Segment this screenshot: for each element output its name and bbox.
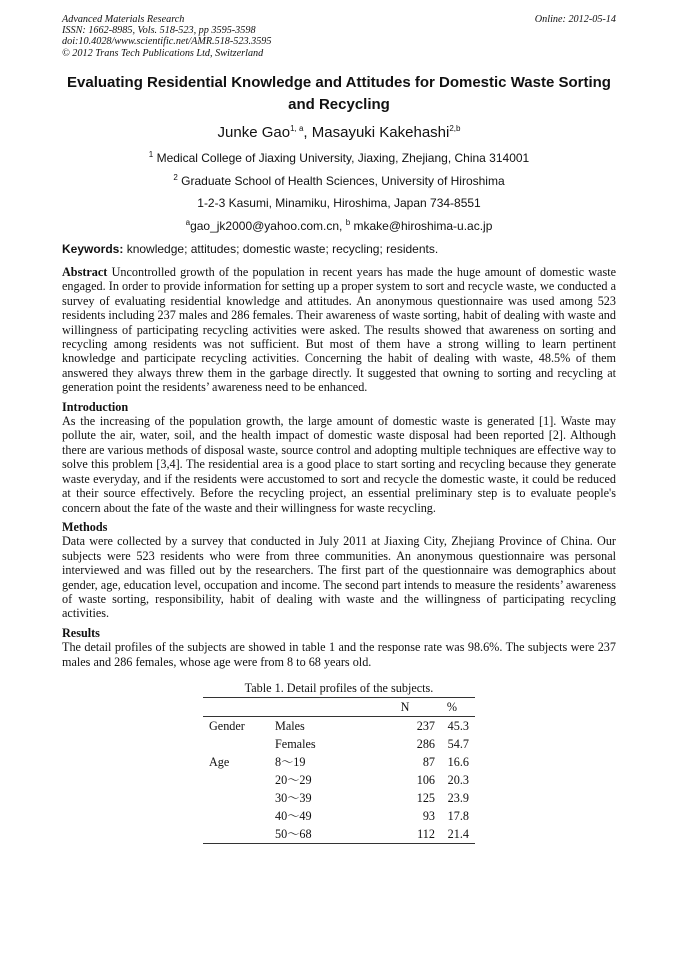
- emails: [62, 218, 616, 233]
- table-cell: [203, 735, 275, 753]
- table-cell: 23.9: [447, 791, 469, 806]
- paper-title: Evaluating Residential Knowledge and Attitudes for Domestic Waste Sorting and Recycling: [67, 74, 611, 113]
- table-row: [203, 789, 475, 807]
- table-cell: Females: [275, 737, 316, 752]
- table-cell: 237: [416, 719, 435, 734]
- table-cell: 40～49: [275, 809, 312, 824]
- table-cell: Gender: [209, 719, 245, 734]
- header-cell: [275, 698, 355, 717]
- header-cell: N: [400, 700, 410, 715]
- affiliation: [62, 150, 616, 165]
- journal-header: [62, 14, 271, 59]
- table-cell: 54.7: [447, 737, 469, 752]
- table-cell: 17.8: [447, 809, 469, 824]
- author-sup: 2,b: [449, 124, 461, 133]
- abstract-text: Uncontrolled growth of the population in recent years has made the huge amount of domestic waste engaged. In order to provide information for setting up a proper system to sort and recycle waste, we conducted a survey of evaluating residential knowledge and attitudes. An anonymous questionnaire was used among 523 residents including 237 males and 286 females. Their awareness of waste sorting, habit of dealing with waste and willingness of participating recycling activities were asked. The results showed that awareness on sorting and recycling among residents was not sufficient. But most of them have a strong willing to learn pertinent knowledge and participate recycling activities. Concerning the habit of dealing with waste, 48.5% of them answered they always threw them in the garbage directly. It suggested that owning to sorting and recycling at generation point the residents’ awareness need to be enhanced.: [62, 265, 616, 395]
- table-caption: Table 1. Detail profiles of the subjects.: [244, 680, 434, 695]
- table-cell: 30～39: [275, 791, 312, 806]
- table-row: [203, 753, 475, 771]
- table-cell: 16.6: [447, 755, 469, 770]
- email-sup: b: [345, 218, 351, 227]
- journal-name: Advanced Materials Research: [62, 14, 185, 25]
- author-name: Masayuki Kakehashi: [311, 124, 450, 141]
- header-cell: %: [446, 700, 458, 715]
- abstract-label: Abstract: [62, 265, 108, 279]
- aff-text: Medical College of Jiaxing University, Jiaxing, Zhejiang, China 314001: [153, 151, 530, 165]
- author-name: Junke Gao: [217, 124, 291, 141]
- table-cell: 87: [422, 755, 435, 770]
- email-sup: a: [185, 218, 191, 227]
- table-cell: 112: [417, 827, 435, 842]
- profile-table: [203, 697, 475, 844]
- table-cell: 20.3: [447, 773, 469, 788]
- table-cell: 45.3: [447, 719, 469, 734]
- aff-text: Graduate School of Health Sciences, University of Hiroshima: [177, 174, 505, 188]
- table-cell: Age: [209, 755, 230, 770]
- affiliation: [62, 173, 616, 188]
- copyright: © 2012 Trans Tech Publications Ltd, Switzerland: [62, 47, 264, 59]
- table-cell: [203, 807, 275, 825]
- table-row: [203, 717, 475, 736]
- table-row: [203, 825, 475, 844]
- header-cell: [203, 698, 275, 717]
- table-cell: 50～68: [275, 827, 312, 842]
- keywords-label: Keywords:: [62, 242, 124, 256]
- table-cell: [203, 771, 275, 789]
- table-cell: 286: [416, 737, 435, 752]
- section-text: The detail profiles of the subjects are showed in table 1 and the response rate was 98.6%. The subjects were 237 males and 286 females, whose age were from 8 to 68 years old.: [62, 640, 616, 669]
- table-row: [203, 735, 475, 753]
- table-row: [203, 771, 475, 789]
- table-cell: 21.4: [447, 827, 469, 842]
- email-b[interactable]: mkake@hiroshima-u.ac.jp: [350, 219, 493, 233]
- author-separator: ,: [303, 124, 312, 141]
- aff-text: 1-2-3 Kasumi, Minamiku, Hiroshima, Japan 734-8551: [197, 196, 481, 210]
- table-cell: 125: [416, 791, 435, 806]
- section-heading: Results: [62, 625, 100, 640]
- section-heading: Methods: [62, 519, 108, 534]
- table-cell: 106: [416, 773, 435, 788]
- email-a[interactable]: gao_jk2000@yahoo.com.cn,: [190, 219, 346, 233]
- doi: doi:10.4028/www.scientific.net/AMR.518-523.3595: [62, 36, 272, 48]
- keywords-text: knowledge; attitudes; domestic waste; recycling; residents.: [123, 242, 439, 256]
- keywords: [62, 242, 438, 256]
- paper-body: [62, 265, 616, 844]
- table-cell: 8～19: [275, 755, 306, 770]
- abstract: [62, 265, 616, 395]
- affiliation: [62, 196, 616, 210]
- author-sup: 1, a: [290, 124, 304, 133]
- authors: [62, 124, 616, 141]
- aff-sup: 1: [148, 150, 154, 159]
- table-row: [203, 807, 475, 825]
- table-cell: 20～29: [275, 773, 312, 788]
- table-cell: Males: [275, 719, 305, 734]
- aff-sup: 2: [173, 173, 178, 182]
- table-cell: 93: [422, 809, 435, 824]
- online-date: Online: 2012-05-14: [534, 14, 616, 25]
- section-text: As the increasing of the population growth, the large amount of domestic waste is generated [1]. Waste may pollute the air, water, soil, and the health impact of domestic waste disposal had been reported [2]. Although there are various methods of disposal waste, source control and adopting multiple techniques are effective way to solve this problem [3,4]. The residential area is a good place to start sorting and recycling because they generate waste everyday, and if the residents were accustomed to sort and recycle the domestic waste, it could be reduced at their source effectively. Before the recycling project, an essential preliminary step is to evaluate people's concern about the fate of the waste and their willingness for waste recycling.: [62, 414, 616, 515]
- section-heading: Introduction: [62, 399, 129, 414]
- table-header-row: [203, 698, 475, 717]
- issn: ISSN: 1662-8985, Vols. 518-523, pp 3595-3598: [62, 25, 256, 37]
- table-cell: [203, 825, 275, 844]
- section-text: Data were collected by a survey that conducted in July 2011 at Jiaxing City, Zhejiang Province of China. Our subjects were 523 residents who were from three communities. An anonymous questionnaire was personal interviewed and was filled out by the researchers. The first part of the questionnaire was demographics about gender, age, education level, occupation and income. The second part intends to measure the residents’ awareness of waste sorting, responsibility, habit of dealing with waste and the willingness of participating recycling activities.: [62, 534, 616, 621]
- table-cell: [203, 789, 275, 807]
